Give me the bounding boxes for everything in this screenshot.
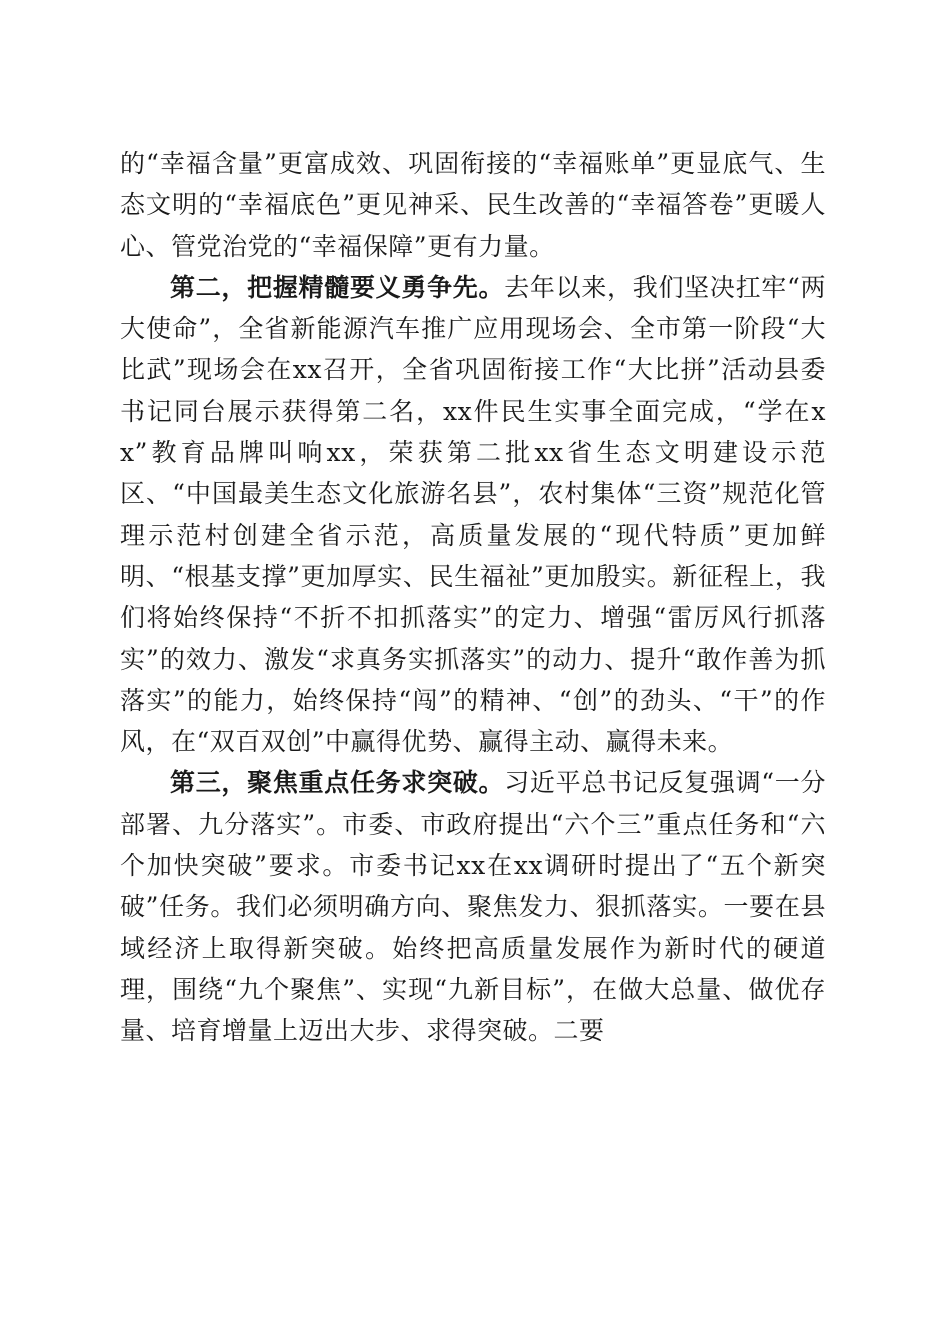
paragraph-continuation [120,143,826,267]
paragraph-second-point [120,267,826,763]
paragraph-text: 的“幸福含量”更富成效、巩固衔接的“幸福账单”更显底气、生态文明的“幸福底色”更见神采、民生改善的“幸福答卷”更暖人心、管党治党的“幸福保障”更有力量。 [120,149,826,261]
paragraph-text: 习近平总书记反复强调“一分部署、九分落实”。市委、市政府提出“六个三”重点任务和“六个加快突破”要求。市委书记xx在xx调研时提出了“五个新突破”任务。我们必须明确方向、聚焦发力、狠抓落实。一要在县域经济上取得新突破。始终把高质量发展作为新时代的硬道理，围绕“九个聚焦”、实现“九新目标”，在做大总量、做优存量、培育增量上迈出大步、求得突破。二要 [120,768,826,1046]
paragraph-lead-heading: 第三，聚焦重点任务求突破。 [170,768,505,798]
document-body [120,143,826,1052]
paragraph-lead-heading: 第二，把握精髓要义勇争先。 [170,272,505,302]
paragraph-text: 去年以来，我们坚决扛牢“两大使命”，全省新能源汽车推广应用现场会、全市第一阶段“大比武”现场会在xx召开，全省巩固衔接工作“大比拼”活动县委书记同台展示获得第二名，xx件民生实事全面完成，“学在xx”教育品牌叫响xx，荣获第二批xx省生态文明建设示范区、“中国最美生态文化旅游名县”，农村集体“三资”规范化管理示范村创建全省示范，高质量发展的“现代特质”更加鲜明、“根基支撑”更加厚实、民生福祉”更加殷实。新征程上，我们将始终保持“不折不扣抓落实”的定力、增强“雷厉风行抓落实”的效力、激发“求真务实抓落实”的动力、提升“敢作善为抓落实”的能力，始终保持“闯”的精神、“创”的劲头、“干”的作风，在“双百双创”中赢得优势、赢得主动、赢得未来。 [120,272,826,757]
paragraph-third-point [120,762,826,1051]
